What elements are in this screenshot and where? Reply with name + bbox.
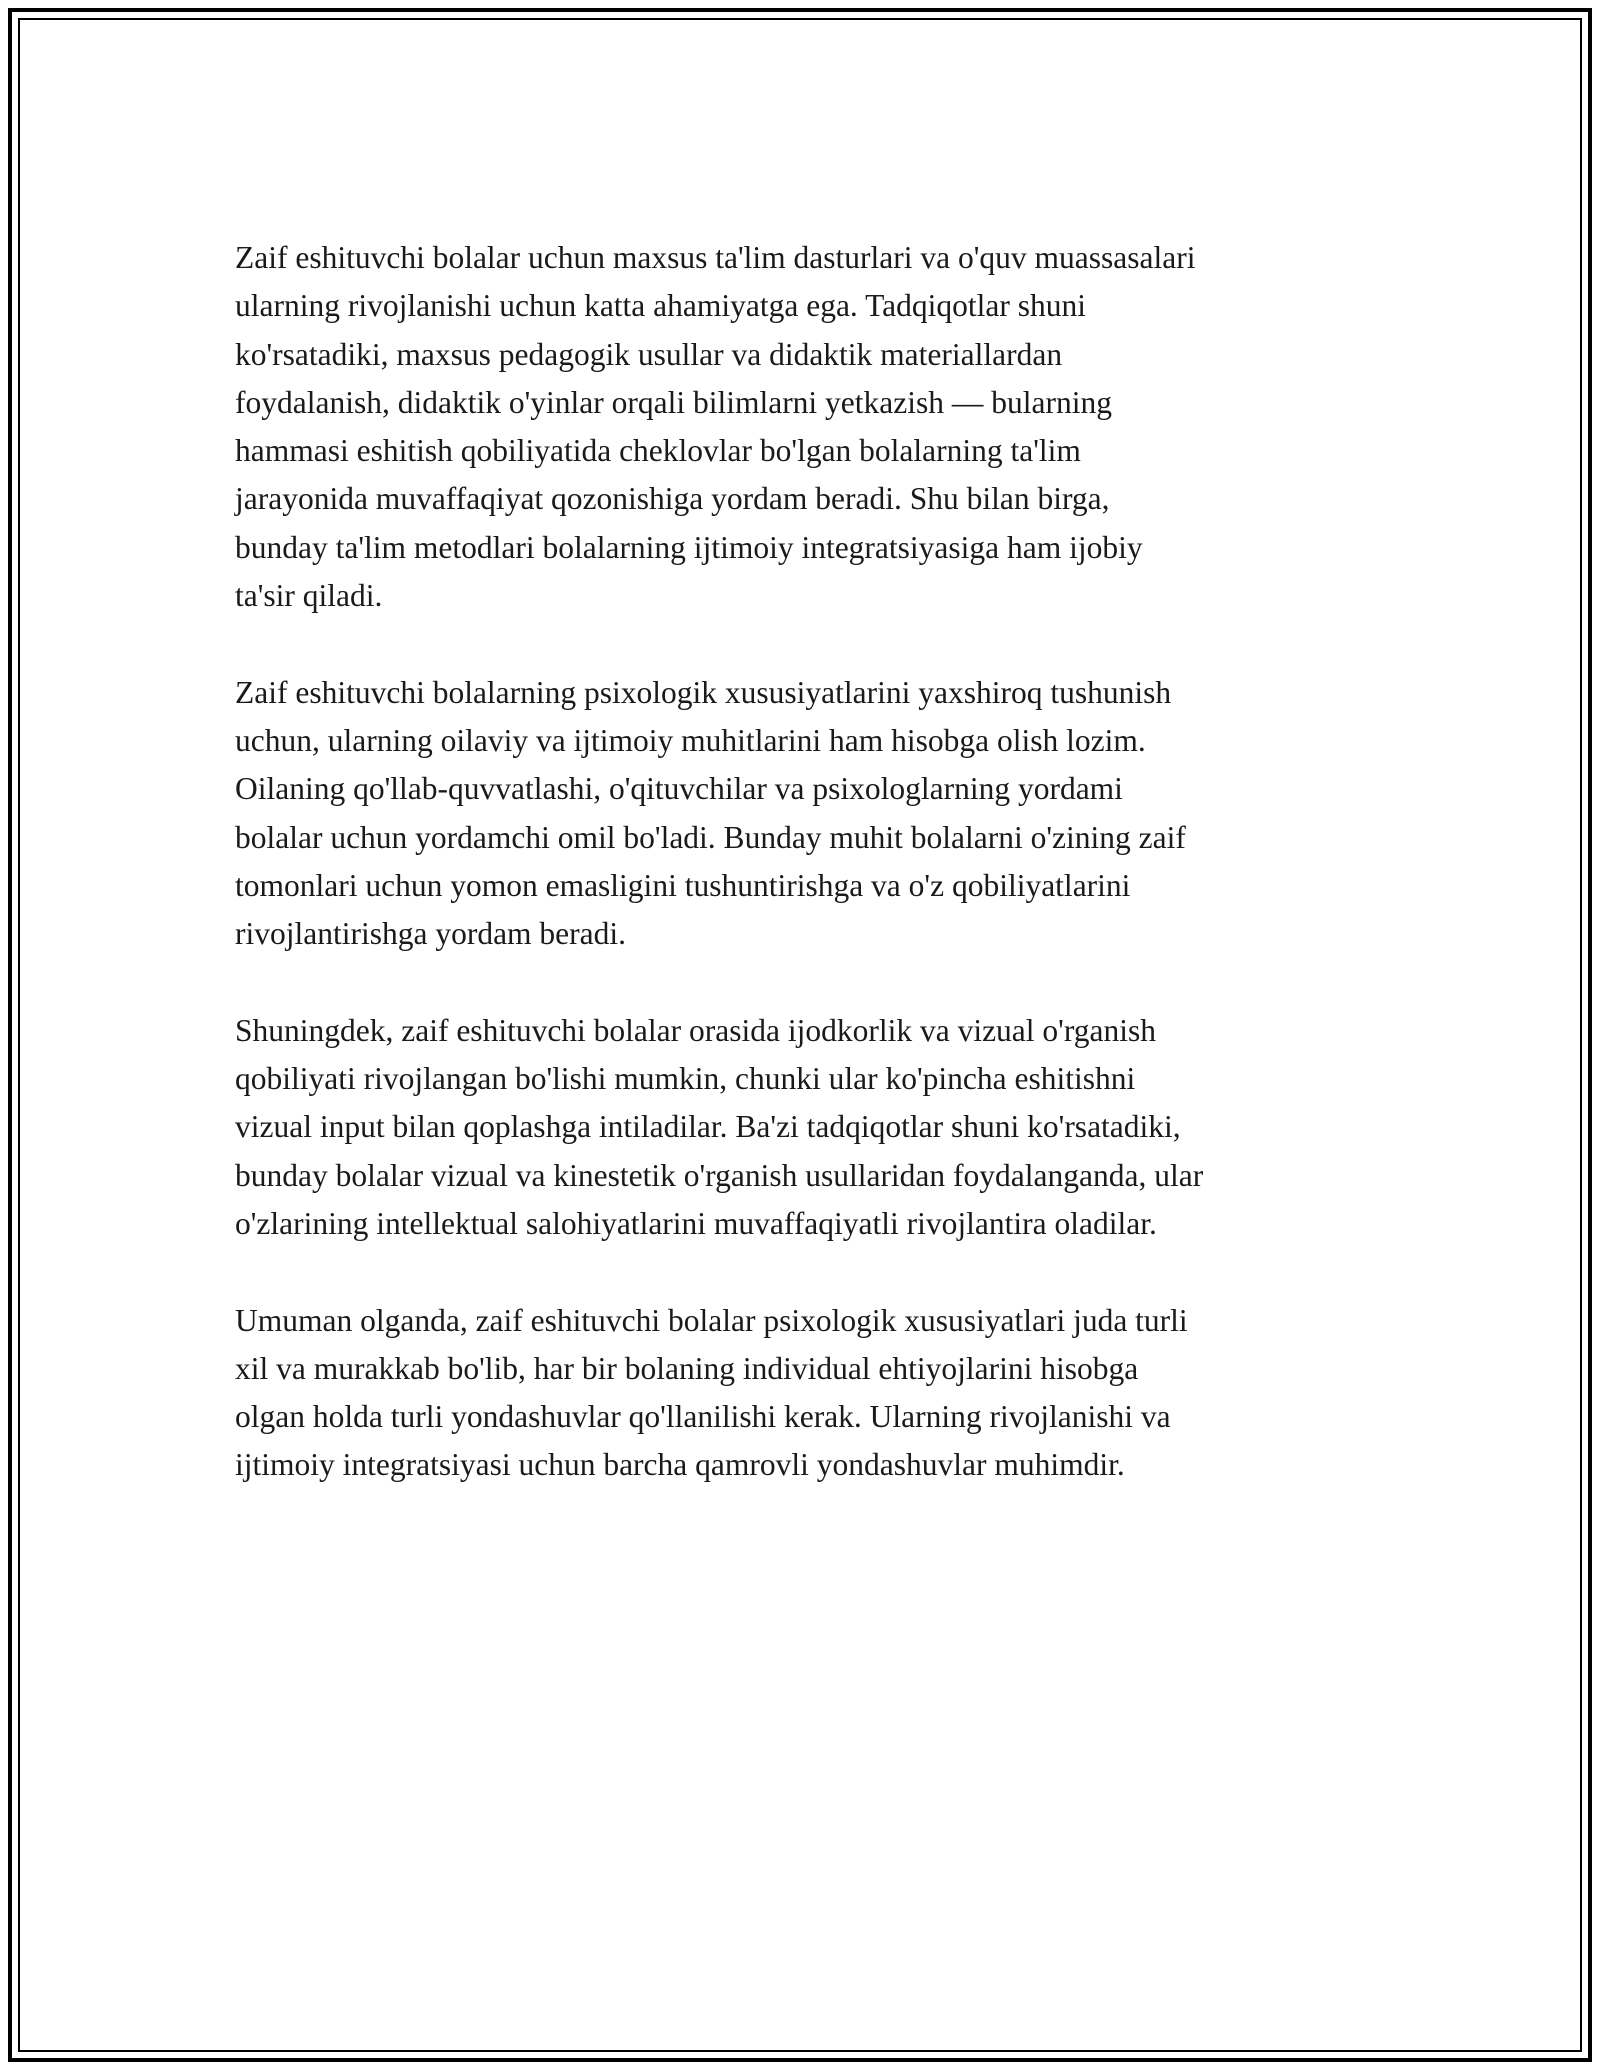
paragraph-4 xyxy=(235,1297,1370,1490)
text-line: Zaif eshituvchi bolalarning psixologik xususiyatlarini yaxshiroq tushunish xyxy=(235,674,1172,710)
document-body xyxy=(235,234,1370,1538)
text-line: Umuman olganda, zaif eshituvchi bolalar psixologik xususiyatlari juda turli xyxy=(235,1302,1188,1338)
text-line: rivojlantirishga yordam beradi. xyxy=(235,916,627,952)
text-line: uchun, ularning oilaviy va ijtimoiy muhitlarini ham hisobga olish lozim. xyxy=(235,722,1146,758)
text-line: bunday ta'lim metodlari bolalarning ijtimoiy integratsiyasiga ham ijobiy xyxy=(235,529,1143,565)
text-line: olgan holda turli yondashuvlar qo'llanilishi kerak. Ularning rivojlanishi va xyxy=(235,1399,1171,1435)
text-line: bolalar uchun yordamchi omil bo'ladi. Bunday muhit bolalarni o'zining zaif xyxy=(235,819,1186,855)
text-line: ko'rsatadiki, maxsus pedagogik usullar va didaktik materiallardan xyxy=(235,336,1063,372)
text-line: tomonlari uchun yomon emasligini tushuntirishga va o'z qobiliyatlarini xyxy=(235,867,1131,903)
text-line: Zaif eshituvchi bolalar uchun maxsus ta'lim dasturlari va o'quv muassasalari xyxy=(235,240,1196,275)
text-line: ta'sir qiladi. xyxy=(235,578,383,614)
text-line: ularning rivojlanishi uchun katta ahamiyatga ega. Tadqiqotlar shuni xyxy=(235,288,1086,324)
text-line: Oilaning qo'llab-quvvatlashi, o'qituvchilar va psixologlarning yordami xyxy=(235,771,1123,807)
paragraph-3 xyxy=(235,1007,1370,1248)
paragraph-2 xyxy=(235,669,1370,959)
text-line: jarayonida muvaffaqiyat qozonishiga yordam beradi. Shu bilan birga, xyxy=(235,481,1110,517)
text-line: hammasi eshitish qobiliyatida cheklovlar bo'lgan bolalarning ta'lim xyxy=(235,433,1081,469)
text-line: foydalanish, didaktik o'yinlar orqali bilimlarni yetkazish — bularning xyxy=(235,384,1112,420)
paragraph-1 xyxy=(235,234,1370,620)
text-line: Shuningdek, zaif eshituvchi bolalar orasida ijodkorlik va vizual o'rganish xyxy=(235,1012,1157,1048)
text-line: o'zlarining intellektual salohiyatlarini muvaffaqiyatli rivojlantira oladilar. xyxy=(235,1205,1157,1241)
text-line: qobiliyati rivojlangan bo'lishi mumkin, chunki ular ko'pincha eshitishni xyxy=(235,1061,1136,1097)
text-line: vizual input bilan qoplashga intiladilar. Ba'zi tadqiqotlar shuni ko'rsatadiki, xyxy=(235,1109,1181,1145)
text-line: xil va murakkab bo'lib, har bir bolaning individual ehtiyojlarini hisobga xyxy=(235,1350,1139,1386)
text-line: bunday bolalar vizual va kinestetik o'rganish usullaridan foydalanganda, ular xyxy=(235,1157,1204,1193)
text-line: ijtimoiy integratsiyasi uchun barcha qamrovli yondashuvlar muhimdir. xyxy=(235,1447,1125,1483)
